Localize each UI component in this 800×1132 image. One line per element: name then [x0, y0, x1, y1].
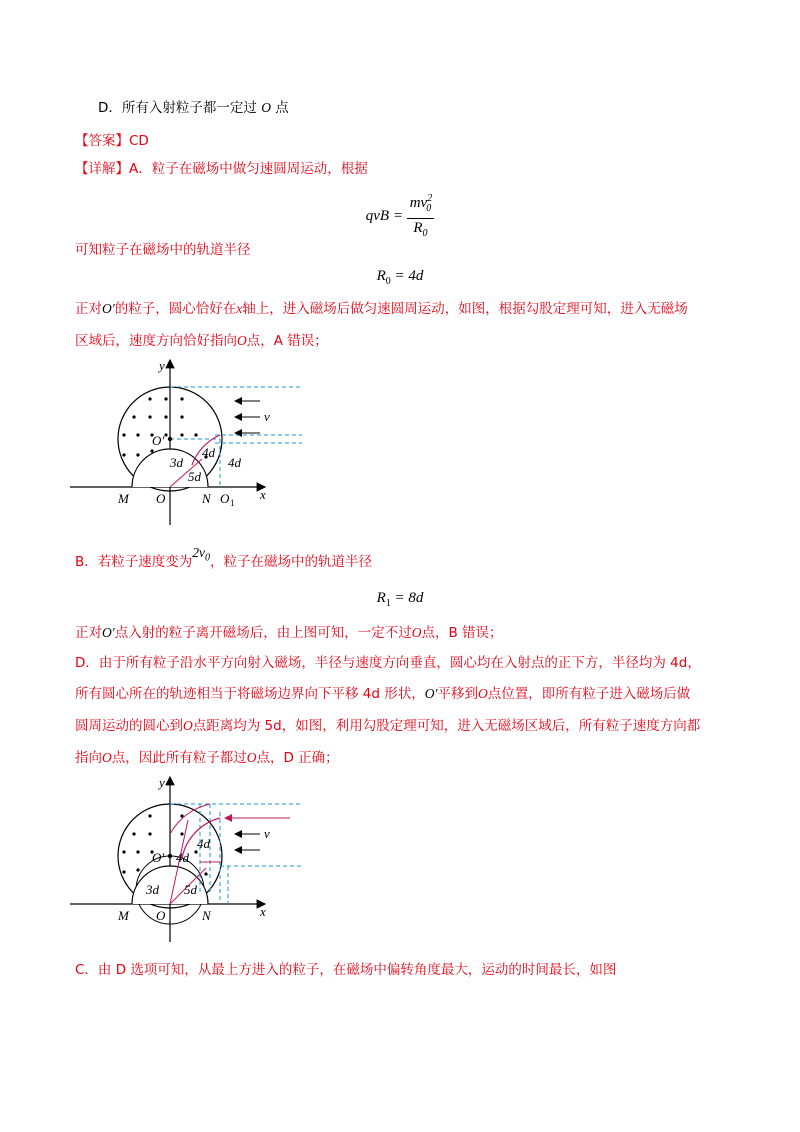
- label-v-2: v: [264, 826, 270, 841]
- equation-r0: $R_0 = 4d$: [376, 268, 424, 287]
- label-n-2: N: [202, 908, 211, 923]
- para-c: C．由 D 选项可知，从最上方进入的粒子，在磁场中偏转角度最大，运动的时间最长，如图: [75, 962, 617, 978]
- label-o1: O: [220, 491, 230, 506]
- equation-r1: $R_1 = 8d$: [376, 590, 424, 609]
- center-dot-2: [168, 854, 172, 858]
- label-m-2: M: [118, 908, 129, 923]
- figure-1: [70, 355, 310, 530]
- para-d-line1: D．由于所有粒子沿水平方向射入磁场，半径与速度方向垂直，圆心均在入射点的正下方，半径均为 4d，: [75, 655, 701, 671]
- label-4d-b: 4d: [228, 455, 241, 470]
- label-n: N: [202, 491, 211, 506]
- label-4d-a-2: 4d: [176, 850, 189, 865]
- label-x-2: x: [260, 904, 266, 919]
- label-5d-2: 5d: [184, 882, 197, 897]
- label-5d: 5d: [188, 469, 201, 484]
- center-dot: [168, 437, 172, 441]
- label-x: x: [260, 487, 266, 502]
- para-b2: 正对O′点入射的粒子离开磁场后，由上图可知，一定不过O点，B 错误；: [75, 625, 503, 641]
- label-o-prime-2: O′: [152, 850, 165, 865]
- label-o-2: O: [156, 908, 166, 923]
- para-d-line3: 圆周运动的圆心到O点距离均为 5d，如图，利用勾股定理可知，进入无磁场区域后，所有粒子速度方向都: [75, 718, 701, 734]
- answer-line: 【答案】CD: [75, 133, 149, 149]
- velocity-arrows: [235, 401, 260, 433]
- detail-line: 【详解】A．粒子在磁场中做匀速圆周运动，根据: [75, 161, 368, 177]
- label-4d-a: 4d: [202, 445, 215, 460]
- para-b: B．若粒子速度变为$2v_0$，粒子在磁场中的轨道半径: [75, 545, 373, 570]
- label-o1-sub: 1: [230, 498, 235, 508]
- label-3d-2: 3d: [146, 882, 159, 897]
- para-a-line1: 正对O′的粒子，圆心恰好在x轴上，进入磁场后做匀速圆周运动，如图，根据勾股定理可知，进入无磁场: [75, 301, 688, 317]
- para-d-line2: 所有圆心所在的轨迹相当于将磁场边界向下平移 4d 形状，O′平移到O点位置，即所有粒子进入磁场后做: [75, 686, 691, 702]
- label-y-2: y: [159, 775, 165, 790]
- label-y: y: [159, 358, 165, 373]
- label-o-prime: O′: [152, 433, 165, 448]
- equation-qvb: qvB = $\frac{mv^2_0}{R_0}$: [0, 190, 800, 243]
- figure-2: [70, 772, 310, 947]
- label-4d-b-2: 4d: [197, 836, 210, 851]
- label-o: O: [156, 491, 166, 506]
- para-a-line2: 区域后，速度方向恰好指向O点，A 错误；: [75, 333, 328, 349]
- radius-intro: 可知粒子在磁场中的轨道半径: [75, 242, 251, 258]
- para-d-line4: 指向O点，因此所有粒子都过O点，D 正确；: [75, 750, 339, 766]
- label-v: v: [264, 409, 270, 424]
- label-m: M: [118, 491, 129, 506]
- option-d: D．所有入射粒子都一定过 O 点: [98, 100, 289, 116]
- velocity-arrows-2: [235, 834, 260, 850]
- label-3d: 3d: [170, 455, 183, 470]
